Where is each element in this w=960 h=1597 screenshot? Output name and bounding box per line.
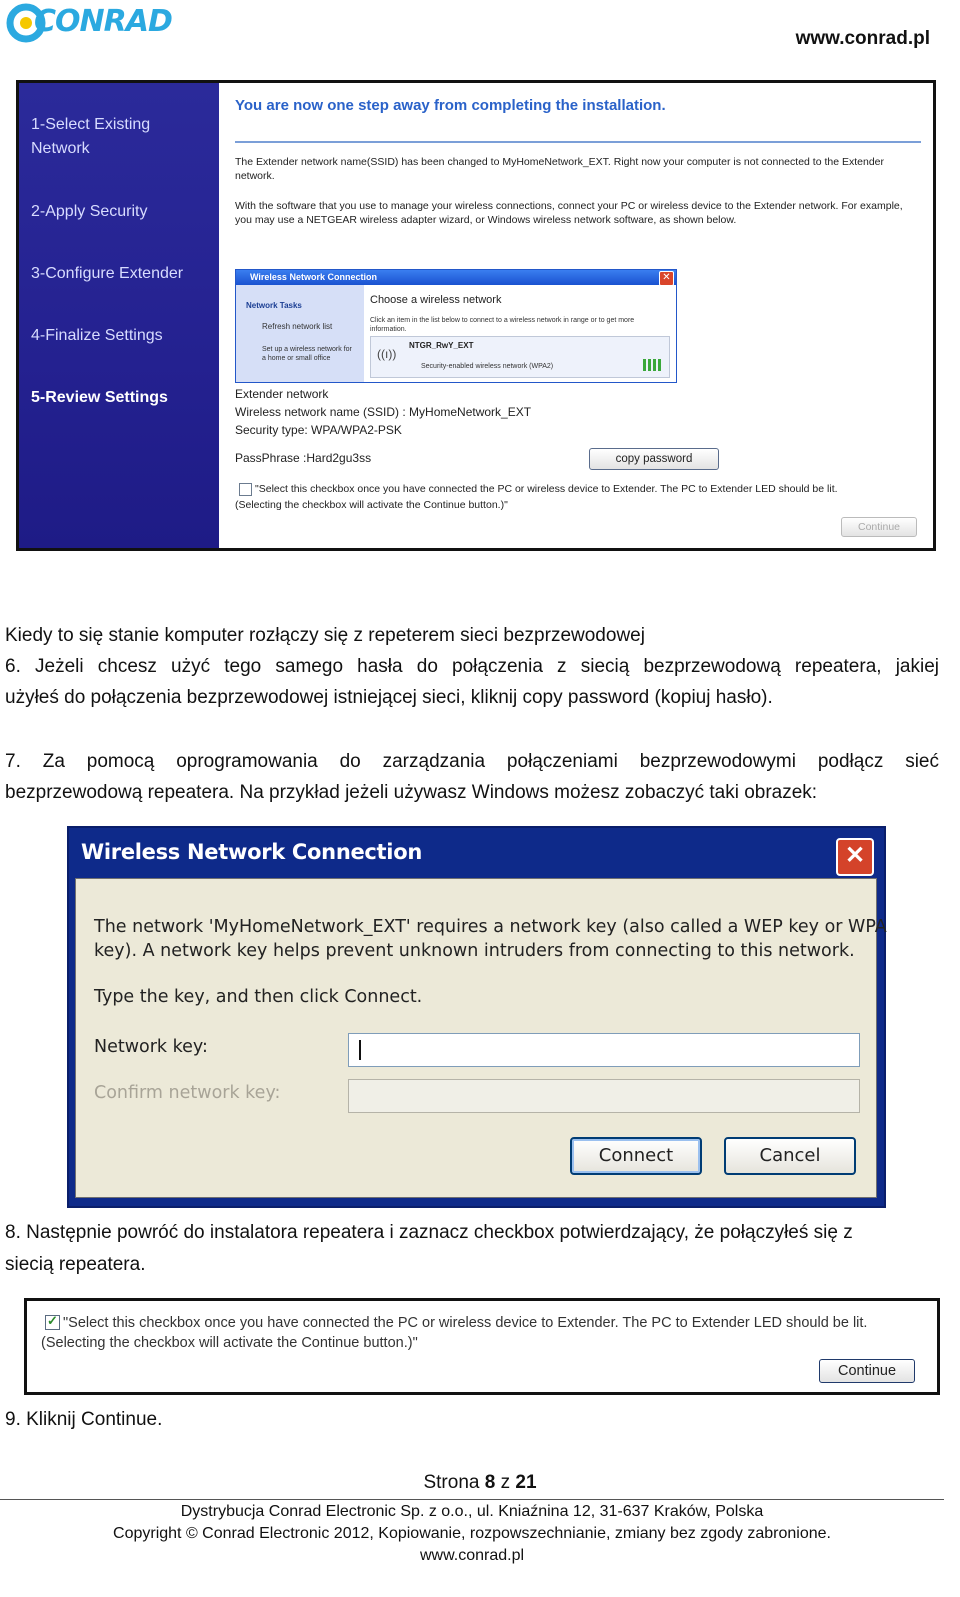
network-key-label: Network key: xyxy=(94,1037,208,1057)
step-4: 4-Finalize Settings xyxy=(31,327,163,344)
passphrase-line: PassPhrase :Hard2gu3ss xyxy=(235,451,372,465)
mini-close-icon: ✕ xyxy=(659,271,674,286)
dialog-line1: The network 'MyHomeNetwork_EXT' requires a network key (also called a WEP key or WPA xyxy=(94,917,887,937)
installer-heading: You are now one step away from completing the installation. xyxy=(235,97,666,114)
dialog-close-icon[interactable]: ✕ xyxy=(836,838,874,876)
network-list-item[interactable] xyxy=(370,336,670,378)
confirm-key-label: Confirm network key: xyxy=(94,1083,281,1103)
checkbox-shot-line1: "Select this checkbox once you have connected the PC or wireless device to Extender. The PC to Extender LED should be lit. xyxy=(63,1315,868,1331)
step-8-line2: siecią repeatera. xyxy=(5,1254,146,1275)
mini-wireless-window xyxy=(235,269,677,383)
step-6-line2: użyłeś do połączenia bezprzewodowej istniejącej sieci, kliknij copy password (kopiuj hasło). xyxy=(5,687,773,708)
step-8-line1: 8. Następnie powróć do instalatora repeatera i zaznacz checkbox potwierdzający, że połączyłeś się z xyxy=(5,1222,853,1243)
step-7-line2: bezprzewodową repeatera. Na przykład jeżeli używasz Windows możesz zobaczyć taki obrazek: xyxy=(5,782,818,803)
step-1: 1-Select Existing Network xyxy=(31,116,151,157)
checkbox-text-2: (Selecting the checkbox will activate the Continue button.)" xyxy=(235,499,508,511)
connect-button[interactable]: Connect xyxy=(570,1137,702,1175)
step-2: 2-Apply Security xyxy=(31,203,148,220)
step-3: 3-Configure Extender xyxy=(31,265,184,282)
conrad-logo xyxy=(6,2,172,44)
footer-copyright: Copyright © Conrad Electronic 2012, Kopiowanie, rozpowszechnianie, zmiany bez zgody zabronione. xyxy=(113,1525,831,1542)
footer-address: Dystrybucja Conrad Electronic Sp. z o.o., ul. Kniaźnina 12, 31-637 Kraków, Polska xyxy=(180,1503,764,1520)
security-line: Security type: WPA/WPA2-PSK xyxy=(235,423,402,437)
confirm-key-input[interactable] xyxy=(348,1079,860,1113)
checked-checkbox[interactable] xyxy=(45,1315,60,1330)
page-mid: z xyxy=(495,1472,516,1493)
paragraph-disconnect: Kiedy to się stanie komputer rozłączy się z repeterem sieci bezprzewodowej xyxy=(5,625,645,646)
step-7-line1: 7. Za pomocą oprogramowania do zarządzania połączeniami bezprzewodowymi podłącz sieć xyxy=(5,751,939,772)
heading-rule xyxy=(235,141,921,143)
dialog-title: Wireless Network Connection xyxy=(81,840,422,864)
ssid-line: Wireless network name (SSID) : MyHomeNetwork_EXT xyxy=(235,405,532,419)
header-url: www.conrad.pl xyxy=(795,28,930,49)
confirm-checkbox[interactable] xyxy=(239,483,252,496)
installer-sidebar xyxy=(19,83,219,548)
tasks-heading: Network Tasks xyxy=(246,301,302,310)
page-prefix: Strona xyxy=(423,1472,485,1493)
network-key-dialog xyxy=(67,826,886,1208)
dialog-body xyxy=(75,878,887,1198)
network-key-input[interactable] xyxy=(348,1033,860,1067)
signal-bars-icon xyxy=(643,359,661,371)
choose-network-heading: Choose a wireless network xyxy=(370,294,502,306)
checkbox-screenshot xyxy=(24,1298,940,1395)
extender-label: Extender network xyxy=(235,387,329,401)
installer-main xyxy=(221,83,933,548)
logo-text: CONRAD xyxy=(34,4,172,39)
footer-url: www.conrad.pl xyxy=(419,1547,525,1564)
step-5-active: 5-Review Settings xyxy=(31,389,168,406)
page-total: 21 xyxy=(515,1472,537,1493)
checkbox-text: "Select this checkbox once you have connected the PC or wireless device to Extender. The PC to Extender LED should be lit. xyxy=(255,483,838,495)
text-cursor xyxy=(359,1040,361,1060)
dialog-line3: Type the key, and then click Connect. xyxy=(94,987,423,1007)
installer-screenshot xyxy=(16,80,936,551)
page-number xyxy=(0,1472,960,1494)
page-current: 8 xyxy=(484,1472,496,1493)
installer-para2: With the software that you use to manage your wireless connections, connect your PC or wireless device to the Extender network. For example, you may use a NETGEAR wireless adapter wizard, or Windows wireless network software, as shown below. xyxy=(235,200,903,226)
choose-instruction: Click an item in the list below to connect to a wireless network in range or to get more information. xyxy=(370,317,635,333)
checkbox-shot-line2: (Selecting the checkbox will activate the Continue button.)" xyxy=(41,1335,418,1351)
step-9: 9. Kliknij Continue. xyxy=(5,1409,163,1430)
continue-button-disabled[interactable]: Continue xyxy=(841,517,917,537)
checkmark-icon: ✓ xyxy=(47,1313,58,1328)
continue-button[interactable]: Continue xyxy=(819,1359,915,1383)
network-security: Security-enabled wireless network (WPA2) xyxy=(421,363,554,370)
refresh-task: Refresh network list xyxy=(262,322,333,331)
cancel-button[interactable]: Cancel xyxy=(724,1137,856,1175)
copy-password-button[interactable]: copy password xyxy=(589,448,719,470)
step-6-line1: 6. Jeżeli chcesz użyć tego samego hasła do połączenia z siecią bezprzewodową repeatera, jakiej xyxy=(5,656,939,677)
antenna-icon: ((ı)) xyxy=(377,347,397,361)
mini-window-title: Wireless Network Connection xyxy=(236,270,676,285)
dialog-line2: key). A network key helps prevent unknown intruders from connecting to this network. xyxy=(94,941,855,961)
mini-tasks-panel xyxy=(236,285,364,383)
setup-task: Set up a wireless network for a home or small office xyxy=(262,346,352,362)
network-name: NTGR_RwY_EXT xyxy=(409,341,474,350)
footer-divider xyxy=(0,1499,944,1500)
installer-para1: The Extender network name(SSID) has been changed to MyHomeNetwork_EXT. Right now your computer is not connected to the Extender network. xyxy=(235,156,885,182)
